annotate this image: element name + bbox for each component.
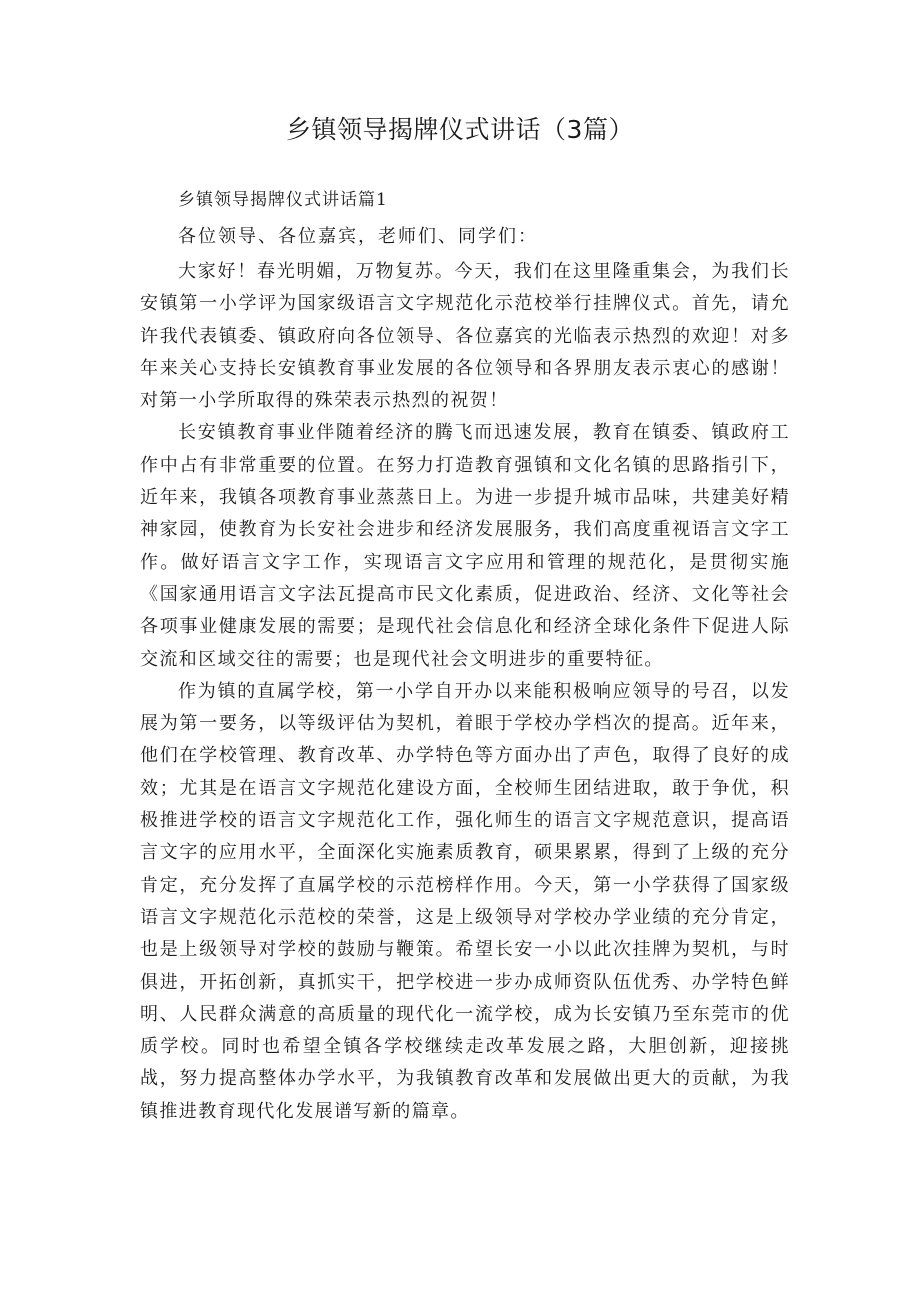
salutation-line: 各位领导、各位嘉宾，老师们、同学们：: [178, 226, 538, 247]
body-paragraph-2: 长安镇教育事业伴随着经济的腾飞而迅速发展，教育在镇委、镇政府工作中占有非常重要的位置。在努力打造教育强镇和文化名镇的思路指引下，近年来，我镇各项教育事业蒸蒸日上。为进一步提升城市品味，共建美好精神家园，使教育为长安社会进步和经济发展服务，我们高度重视语言文字工作。做好语言文字工作，实现语言文字应用和管理的规范化，是贯彻实施《国家通用语言文字法瓦提高市民文化素质，促进政治、经济、文化等社会各项事业健康发展的需要；是现代社会信息化和经济全球化条件下促进人际交流和区域交往的需要；也是现代社会文明进步的重要特征。: [140, 422, 790, 670]
body-paragraph-3: 作为镇的直属学校，第一小学自开办以来能积极响应领导的号召，以发展为第一要务，以等级评估为契机，着眼于学校办学档次的提高。近年来，他们在学校管理、教育改革、办学特色等方面办出了声色，取得了良好的成效；尤其是在语言文字规范化建设方面，全校师生团结进取，敢于争优，积极推进学校的语言文字规范化工作，强化师生的语言文字规范意识，提高语言文字的应用水平，全面深化实施素质教育，硕果累累，得到了上级的充分肯定，充分发挥了直属学校的示范榜样作用。今天，第一小学获得了国家级语言文字规范化示范校的荣誉，这是上级领导对学校办学业绩的充分肯定，也是上级领导对学校的鼓励与鞭策。希望长安一小以此次挂牌为契机，与时俱进，开拓创新，真抓实干，把学校进一步办成师资队伍优秀、办学特色鲜明、人民群众满意的高质量的现代化一流学校，成为长安镇乃至东莞市的优质学校。同时也希望全镇各学校继续走改革发展之路，大胆创新，迎接挑战，努力提高整体办学水平，为我镇教育改革和发展做出更大的贡献，为我镇推进教育现代化发展谱写新的篇章。: [140, 680, 790, 1122]
document-title: 乡镇领导揭牌仪式讲话（3篇）: [286, 115, 634, 144]
document-body: [140, 256, 790, 1128]
body-paragraph-1: 大家好！春光明媚，万物复苏。今天，我们在这里隆重集会，为我们长安镇第一小学评为国家级语言文字规范化示范校举行挂牌仪式。首先，请允许我代表镇委、镇政府向各位领导、各位嘉宾的光临表示热烈的欢迎！对多年来关心支持长安镇教育事业发展的各位领导和各界朋友表示衷心的感谢！对第一小学所取得的殊荣表示热烈的祝贺！: [140, 261, 790, 412]
section-heading: 乡镇领导揭牌仪式讲话篇1: [178, 190, 388, 210]
